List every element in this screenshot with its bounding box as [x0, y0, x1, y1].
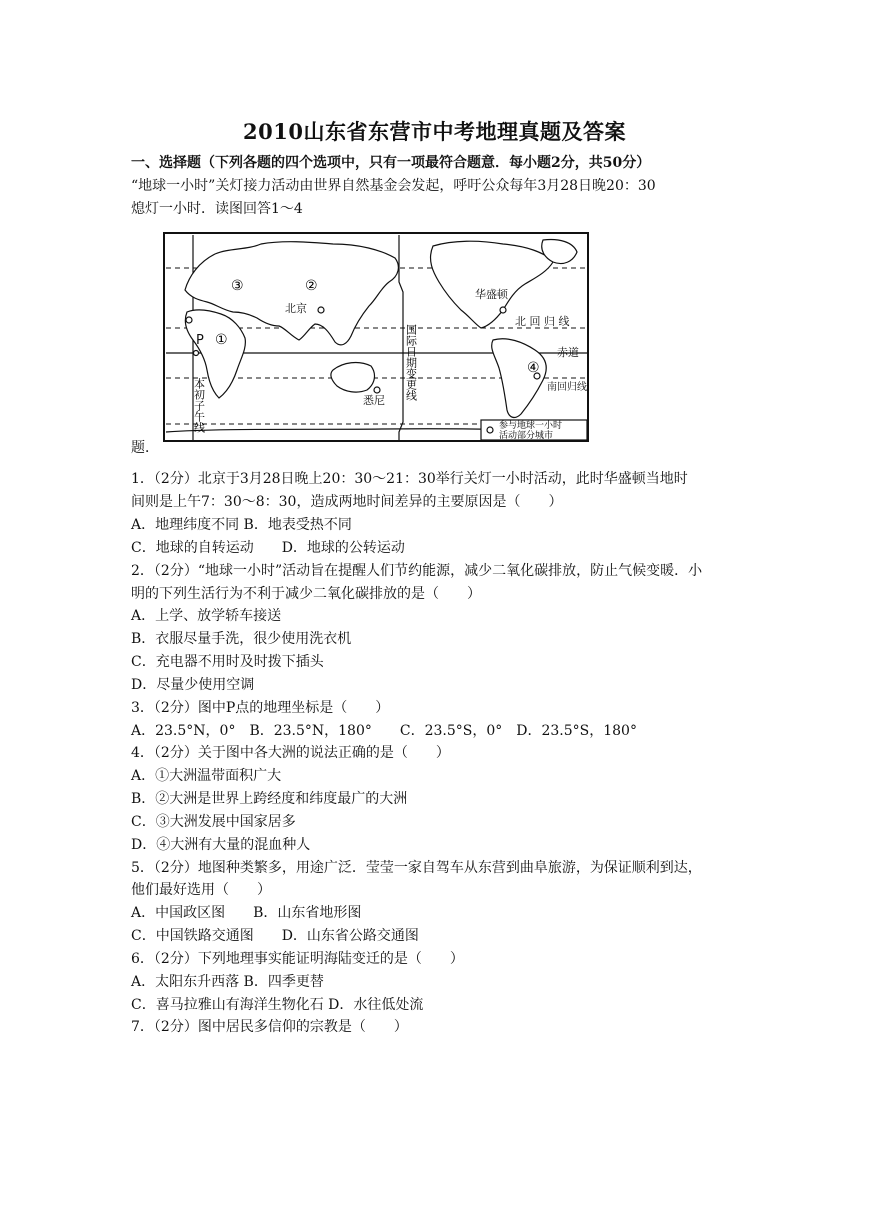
beijing-dot: [318, 307, 324, 313]
point-p-label: P: [196, 333, 204, 348]
tropic-capricorn-label: 南回归线: [547, 382, 587, 393]
text-line: D．④大洲有大量的混血种人: [131, 837, 311, 853]
text-line: B．衣服尽量手洗，很少使用洗衣机: [131, 631, 352, 647]
continent-4-label: ④: [527, 360, 540, 376]
text-line: 2．（2分）“地球一小时”活动旨在提醒人们节约能源，减少二氧化碳排放，防止气候变暖．小: [131, 563, 703, 579]
text-line: A．23.5°N，0° B．23.5°N，180° C．23.5°S，0° D．23.5°S，180°: [131, 723, 637, 739]
after-map-text: 题．: [131, 440, 159, 456]
sydney-label: 悉尼: [363, 394, 385, 407]
legend-city-icon: [487, 427, 493, 433]
equator-label: 赤道: [557, 346, 579, 359]
intro-line: “地球一小时”关灯接力活动由世界自然基金会发起，呼吁公众每年3月28日晚20：30: [131, 178, 656, 194]
continent-1-label: ①: [215, 332, 228, 348]
text-line: C．中国铁路交通图 D．山东省公路交通图: [131, 928, 419, 944]
text-line: C．喜马拉雅山有海洋生物化石 D．水往低处流: [131, 997, 424, 1013]
text-line: 4．（2分）关于图中各大洲的说法正确的是（ ）: [131, 745, 450, 761]
intro-line: 熄灯一小时．读图回答1～4: [131, 201, 303, 217]
date-line-label: 国际日期变更线: [404, 324, 418, 401]
text-line: A．太阳东升西落 B．四季更替: [131, 974, 324, 990]
text-line: 1．（2分）北京于3月28日晚上20：30～21：30举行关灯一小时活动，此时华盛顿当地时: [131, 471, 688, 487]
text-line: 明的下列生活行为不利于减少二氧化碳排放的是（ ）: [131, 586, 481, 602]
text-line: 6．（2分）下列地理事实能证明海陆变迁的是（ ）: [131, 951, 464, 967]
section-heading: 一、选择题（下列各题的四个选项中，只有一项最符合题意．每小题2分，共50分）: [131, 155, 651, 171]
continent-3-label: ③: [231, 278, 244, 294]
text-line: A．中国政区图 B．山东省地形图: [131, 905, 362, 921]
text-line: A．①大洲温带面积广大: [131, 768, 282, 784]
text-line: 3．（2分）图中P点的地理坐标是（ ）: [131, 700, 390, 716]
washington-label: 华盛顿: [475, 288, 508, 301]
world-map-figure: [163, 232, 590, 444]
text-line: A．上学、放学轿车接送: [131, 608, 282, 624]
beijing-label: 北京: [285, 302, 307, 315]
text-line: 7．（2分）图中居民多信仰的宗教是（ ）: [131, 1019, 408, 1035]
page-title: 2010山东省东营市中考地理真题及答案: [243, 119, 626, 144]
text-line: 他们最好选用（ ）: [131, 882, 271, 898]
prime-meridian-label: 本初子午线: [192, 378, 206, 433]
washington-dot: [500, 307, 506, 313]
text-line: A．地理纬度不同 B．地表受热不同: [131, 517, 352, 533]
map-legend: [481, 419, 587, 441]
text-line: C．③大洲发展中国家居多: [131, 814, 296, 830]
tropic-cancer-label: 北 回 归 线: [515, 315, 570, 328]
legend-text-1: 参与地球一小时: [499, 421, 563, 431]
legend-text-2: 活动部分城市: [499, 431, 554, 441]
point-p-dot: [194, 351, 199, 356]
text-line: 间则是上午7：30～8：30，造成两地时间差异的主要原因是（ ）: [131, 494, 563, 510]
sydney-dot: [374, 387, 380, 393]
text-line: B．②大洲是世界上跨经度和纬度最广的大洲: [131, 791, 408, 807]
text-line: C．充电器不用时及时拨下插头: [131, 654, 324, 670]
text-line: C．地球的自转运动 D．地球的公转运动: [131, 540, 405, 556]
text-line: D．尽量少使用空调: [131, 677, 255, 693]
text-line: 5．（2分）地图种类繁多，用途广泛．莹莹一家自驾车从东营到曲阜旅游，为保证顺利到达，: [131, 860, 702, 876]
europe-city-dot: [186, 317, 192, 323]
continent-2-label: ②: [305, 278, 318, 294]
